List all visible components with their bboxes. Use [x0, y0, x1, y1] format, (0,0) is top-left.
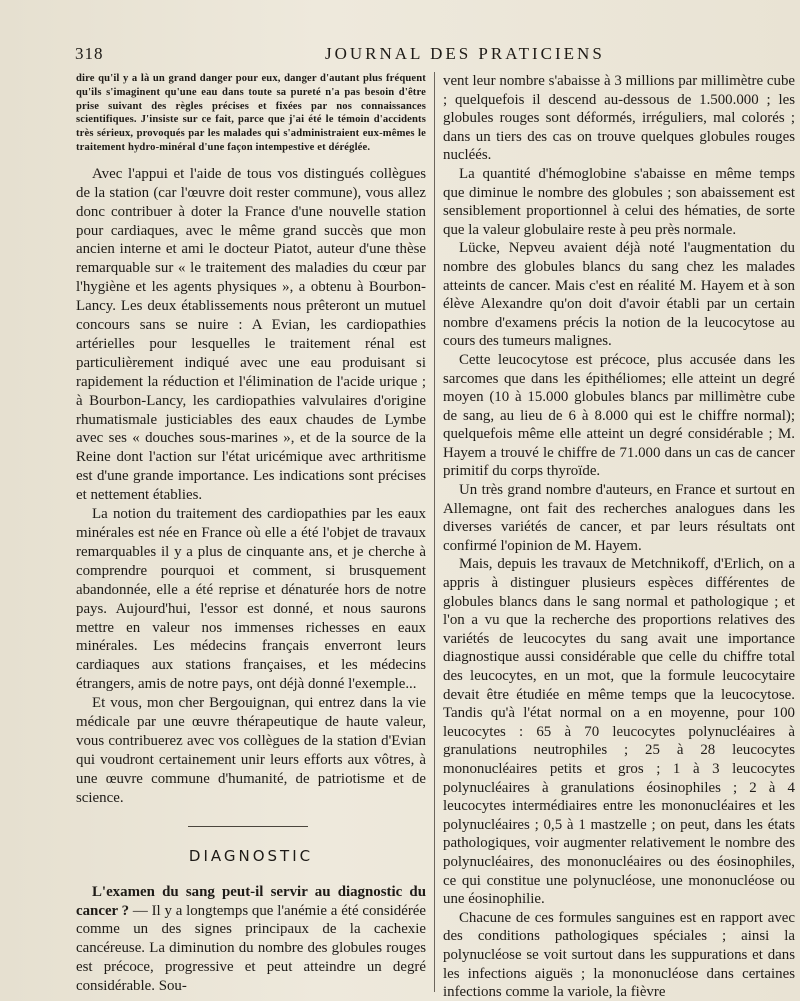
section-title: DIAGNOSTIC [188, 846, 314, 865]
paragraph-continuation: vent leur nombre s'abaisse à 3 millions par millimètre cube ; quelquefois il descend au-dessous de 1.500.000 ; les globules rouges sont déformés, irréguliers, mal colorés ; dans un tiers des cas on trouve quelques globules rouges nucléés. [443, 73, 795, 164]
left-column [76, 72, 426, 996]
paragraph-formules-sanguines: Chacune de ces formules sanguines est en rapport avec des conditions pathologiques spéciales ; ainsi la polynucléose se voit surtout dans les suppurations et dans les infections aiguës ; la mononucléose dans certaines infections comme la variole, la fièvre [443, 909, 795, 1001]
paragraph-bergouignan: Et vous, mon cher Bergouignan, qui entrez dans la vie médicale par une œuvre thérapeutique de haute valeur, vous contribuerez avec vos collègues de la station d'Evian qui voudront certainement unir leurs efforts aux vôtres, à une œuvre commune d'humanité, de patriotisme et de science. [76, 695, 426, 806]
article-lead-heading: L'examen du sang peut-il servir au diagnostic du cancer ? [76, 883, 426, 919]
paragraph-auteurs: Un très grand nombre d'auteurs, en France et surtout en Allemagne, ont fait des recherches analogues dans les diverses variétés de cancer, et par leurs résultats ont confirmé l'opinion de M. Hayem. [443, 482, 795, 554]
paragraph-station-cardiaques: Avec l'appui et l'aide de tous vos distingués collègues de la station (car l'œuvre doit rester commune), vous allez donc contribuer à doter la France d'une nouvelle station pour cardiaques, avec le même grand succès que mon ancien interne et ami le docteur Piatot, auteur d'une thèse remarquable sur « le traitement des maladies du cœur par l'hygiène et les agents physiques », a obtenu à Bourbon-Lancy. Les deux établissements nous prêteront un mutuel concours sans se nuire : A Evian, les cardiopathies artérielles pour lesquelles le traitement rénal est particulièrement indiqué avec une eau produisant si rapidement la réduction et l'élimination de l'acide urique ; à Bourbon-Lancy, les cardiopathies valvulaires d'origine rhumatismale justiciables des eaux chaudes de Lymbe avec ses « douches sous-marines », et de la source de la Reine dont l'action sur l'état uricémique avec arthritisme est d'une grande importance. Les indications sont précises et nettement établies. [76, 165, 426, 504]
column-divider [434, 72, 435, 992]
page-number: 318 [75, 44, 104, 63]
page-header [0, 44, 800, 66]
right-column [443, 72, 795, 1001]
running-title: JOURNAL DES PRATICIENS [325, 44, 605, 63]
paragraph-formule-leucocytaire: Mais, depuis les travaux de Metchnikoff, d'Erlich, on a appris à distinguer plusieurs espèces différentes de globules blancs dans le sang normal et pathologique ; et l'on a vu que la recherche des proportions relatives des variétés de leucocytes du sang avait une importance diagnostique aussi considérable que celle du chiffre total des leucocytes, en un mot, que la formule leucocytaire devait être étudiée en même temps que la leucocytose. Tandis qu'à l'état normal on a en moyenne, pour 100 leucocytes : 65 à 70 leucocytes polynucléaires à granulations neutrophiles ; 25 à 28 leucocytes mononucléaires petits et gros ; 1 à 3 leucocytes polynucléaires à granulations éosinophiles ; 2 à 4 leucocytes intermédiaires entre les mononucléaires et les polynucléaires ; 0,5 à 1 mastzelle ; on peut, dans les états pathologiques, voir augmenter relativement le nombre des polynucléaires, des mononucléaires ou des éosinophiles, ce qui constitue une polynucléose, une mononucléose ou une éosinophilie. [443, 556, 795, 908]
diagnostic-paragraph [76, 883, 426, 996]
article-lead-text: — Il y a longtemps que l'anémie a été considérée comme un des signes principaux de la cachexie cancéreuse. La diminution du nombre des globules rouges est précoce, progressive et peut atteindre un degré considérable. Sou- [76, 902, 426, 995]
paragraph-hemoglobine: La quantité d'hémoglobine s'abaisse en même temps que diminue le nombre des globules ; son abaissement est sensiblement proportionnel à celui des hématies, de sorte que la valeur globulaire reste à peu près normale. [443, 165, 795, 238]
paragraph-traitement-cardiopathies: La notion du traitement des cardiopathies par les eaux minérales est née en France où elle a été l'objet de travaux remarquables il y a plus de cinquante ans, et je cherche à comprendre pourquoi et comment, si brusquement abandonnée, elle a été reprise et dénaturée hors de notre pays. Aujourd'hui, l'essor est donné, et nous saurons mettre en valeur nos immenses richesses en eaux minérales. Les médecins français enverront leurs cardiaques aux stations françaises, et les médecins étrangers, amis de notre pays, ont déjà donné l'exemple... [76, 506, 426, 693]
left-body [76, 165, 426, 808]
paragraph-leucocytose-history: Lücke, Nepveu avaient déjà noté l'augmentation du nombre des globules blancs du sang chez les malades atteints de cancer. Mais c'est en réalité M. Hayem et à son élève Alexandre qu'on doit d'avoir établi par un certain nombre d'examens précis la notion de la leucocytose au cours des tumeurs malignes. [443, 240, 795, 350]
footnote-paragraph: dire qu'il y a là un grand danger pour eux, danger d'autant plus fréquent qu'ils s'imaginent qu'une eau dans toute sa pureté n'a pas besoin d'être prise suivant des règles précises et fixées par nos connaissances scientifiques. J'insiste sur ce fait, parce que j'ai été le témoin d'accidents très sérieux, provoqués par les malades qui s'administraient eux-mêmes le traitement hydro-minéral d'une façon intempestive et déréglée. [76, 73, 426, 153]
paragraph-leucocytose-degree: Cette leucocytose est précoce, plus accusée dans les sarcomes que dans les épithéliomes; elle atteint un degré moyen (10 à 15.000 globules blancs par millimètre cube de sang, au lieu de 6 à 8.000 qui est le chiffre normal); quelquefois même elle atteint un degré considérable ; M. Hayem a trouvé le chiffre de 71.000 dans un cas de cancer primitif du corps thyroïde. [443, 351, 795, 480]
section-divider [188, 826, 308, 827]
